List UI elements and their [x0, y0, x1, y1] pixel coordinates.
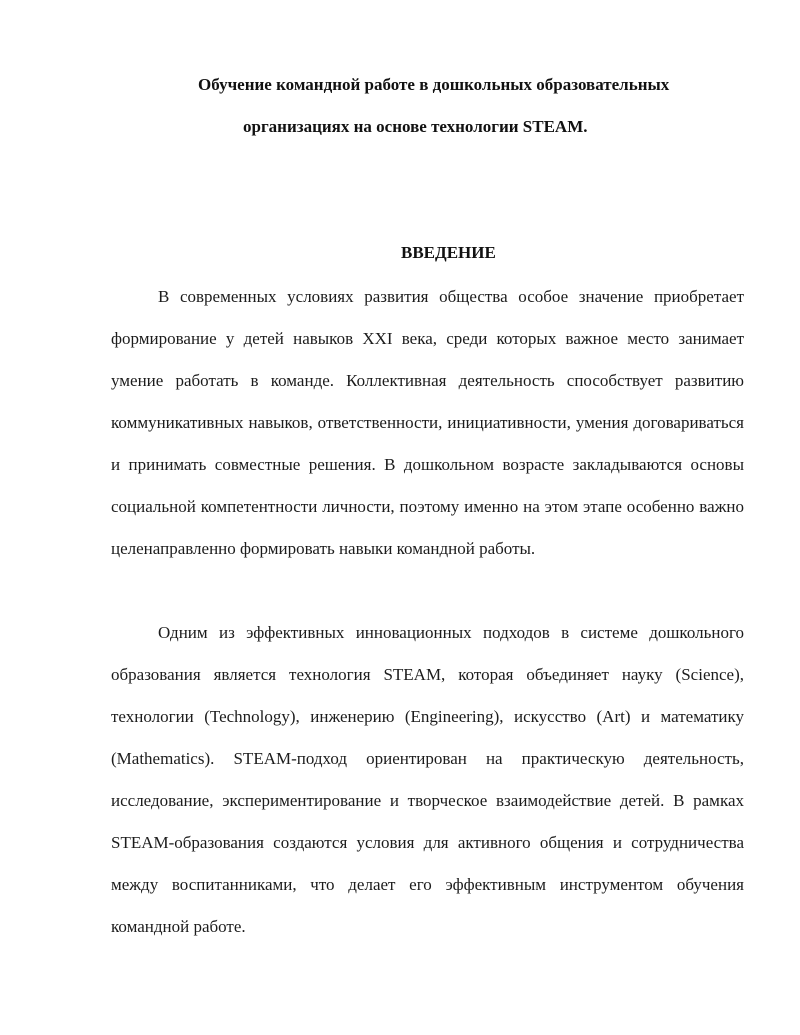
body-paragraph-2: Одним из эффективных инновационных подходов в системе дошкольного образования является технология STEAM, которая объединяет науку (Science), технологии (Technology), инженерию (Engineering), искусство (Art) и математику (Mathematics). STEAM-подход ориентирован на практическую деятельность, исследование, экспериментирование и творческое взаимодействие детей. В рамках STEAM-образования создаются условия для активного общения и сотрудничества между воспитанниками, что делает его эффективным инструментом обучения командной работе. [111, 623, 744, 936]
document-title-line-2: организациях на основе технологии STEAM. [243, 117, 588, 136]
section-heading: ВВЕДЕНИЕ [401, 243, 496, 262]
document-title-line-1: Обучение командной работе в дошкольных образовательных [198, 75, 670, 94]
body-paragraph-1: В современных условиях развития общества особое значение приобретает формирование у детей навыков XXI века, среди которых важное место занимает умение работать в команде. Коллективная деятельность способствует развитию коммуникативных навыков, ответственности, инициативности, умения договариваться и принимать совместные решения. В дошкольном возрасте закладываются основы социальной компетентности личности, поэтому именно на этом этапе особенно важно целенаправленно формировать навыки командной работы. [111, 287, 744, 558]
